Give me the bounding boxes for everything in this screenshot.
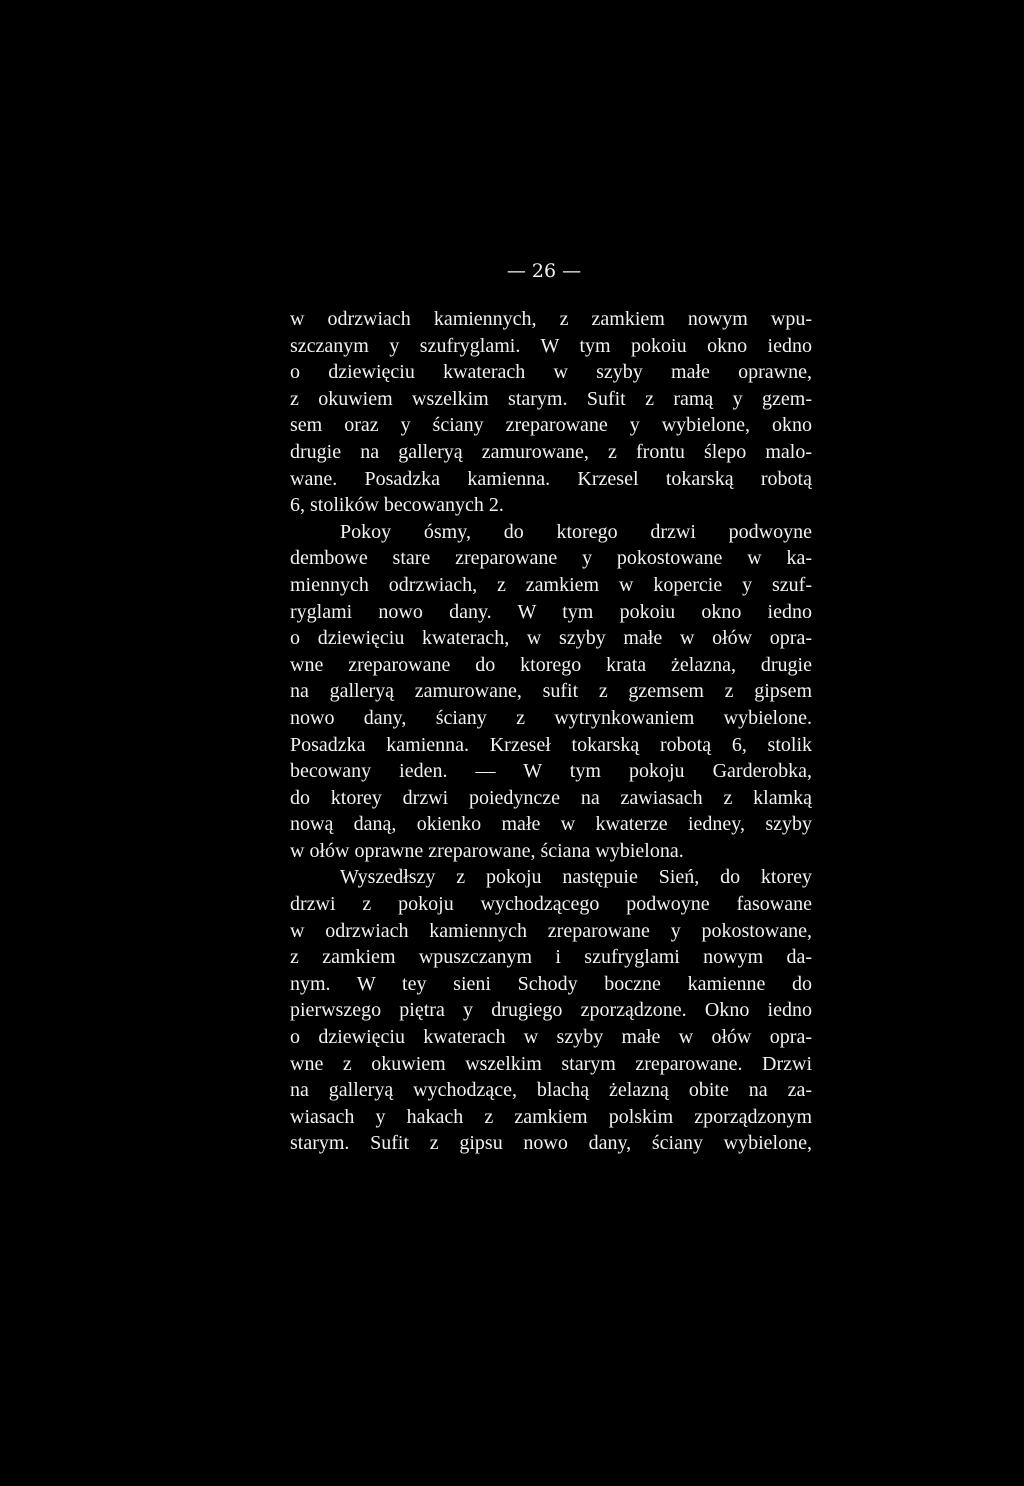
text-line: ryglami nowo dany. W tym pokoiu okno iedno [290,600,812,623]
text-line: nym. W tey sieni Schody boczne kamienne do [290,972,812,995]
text-line: drzwi z pokoju wychodzącego podwoyne fasowane [290,893,812,916]
text-line: wane. Posadzka kamienna. Krzesel tokarską robotą [290,467,812,490]
text-line: sem oraz y ściany zreparowane y wybielone, okno [290,414,812,437]
text-line: starym. Sufit z gipsu nowo dany, ściany wybielone, [290,1132,812,1155]
text-line: miennych odrzwiach, z zamkiem w kopercie y szuf- [290,573,812,596]
text-line: drugie na galleryą zamurowane, z frontu ślepo malo- [290,440,812,463]
text-line: z zamkiem wpuszczanym i szufryglami nowym da- [290,946,812,969]
text-line: nowo dany, ściany z wytrynkowaniem wybielone. [290,706,812,729]
text-line: pierwszego piętra y drugiego zporządzone. Okno iedno [290,999,812,1022]
text-line: w odrzwiach kamiennych zreparowane y pokostowane, [290,919,812,942]
text-line: Posadzka kamienna. Krzeseł tokarską robotą 6, stolik [290,733,812,756]
text-line: szczanym y szufryglami. W tym pokoiu okno iedno [290,334,812,357]
text-line: w odrzwiach kamiennych, z zamkiem nowym wpu- [290,308,812,330]
page-number: — 26 — [506,260,582,282]
text-line: becowany ieden. — W tym pokoju Garderobka, [290,760,812,783]
text-line: w ołów oprawne zreparowane, ściana wybielona. [290,839,684,862]
text-line: na galleryą zamurowane, sufit z gzemsem z gipsem [290,680,812,703]
text-line: 6, stolików becowanych 2. [290,494,504,517]
body-text [290,306,812,1157]
text-line: wne z okuwiem wszelkim starym zreparowane. Drzwi [290,1052,812,1075]
text-line: Pokoy ósmy, do ktorego drzwi podwoyne [340,520,812,543]
text-line: o dziewięciu kwaterach, w szyby małe w ołów opra- [290,627,812,650]
text-line: z okuwiem wszelkim starym. Sufit z ramą y gzem- [290,387,812,410]
text-line: Wyszedłszy z pokoju następuie Sień, do ktorey [340,866,812,889]
text-line: wne zreparowane do ktorego krata żelazna, drugie [290,653,812,676]
text-line: wiasach y hakach z zamkiem polskim zporządzonym [290,1105,812,1128]
text-line: do ktorey drzwi poiedyncze na zawiasach z klamką [290,786,812,809]
text-line: nową daną, okienko małe w kwaterze iedney, szyby [290,813,812,836]
text-line: na galleryą wychodzące, blachą żelazną obite na za- [290,1079,812,1102]
text-line: o dziewięciu kwaterach w szyby małe oprawne, [290,361,812,384]
text-line: dembowe stare zreparowane y pokostowane w ka- [290,547,812,570]
text-line: o dziewięciu kwaterach w szyby małe w ołów opra- [290,1026,812,1049]
